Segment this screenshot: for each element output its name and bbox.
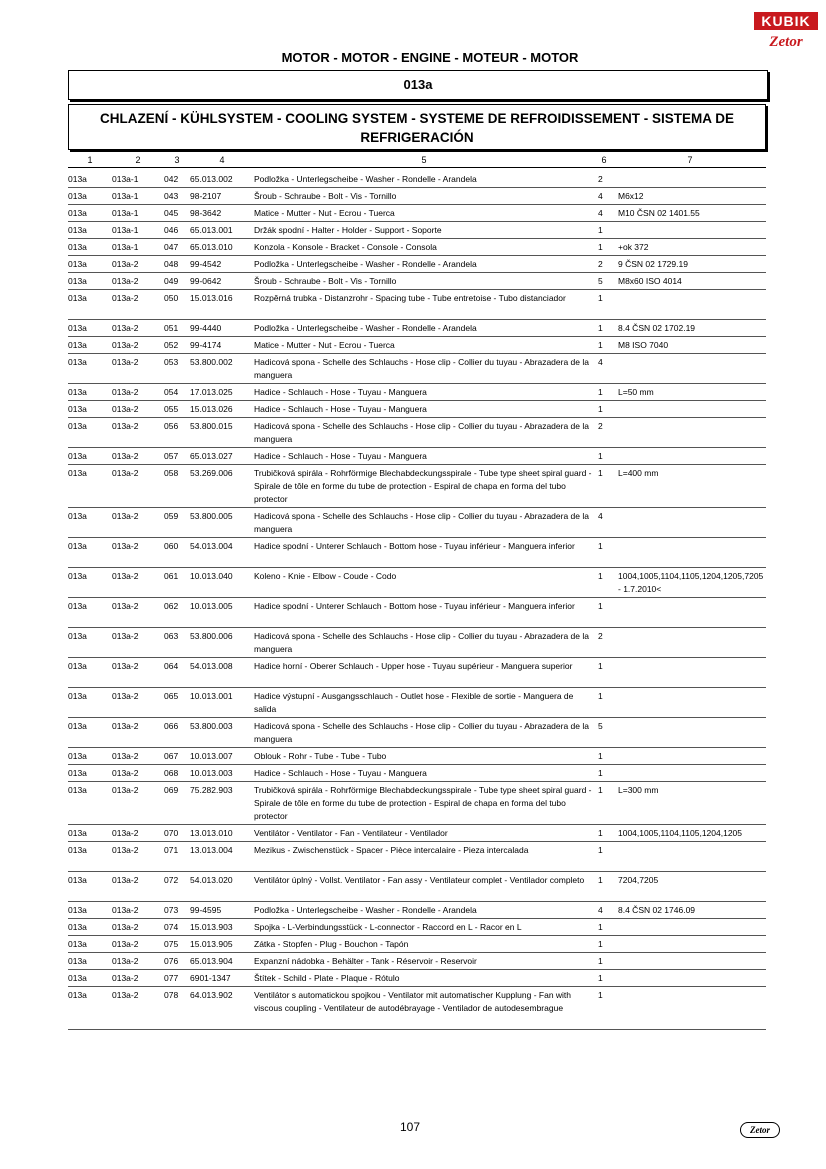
cell-c4: 6901-1347 xyxy=(190,973,231,983)
cell-c5: Hadicová spona - Schelle des Schlauchs - Hose clip - Collier du tuyau - Abrazadera de la manguera xyxy=(254,511,589,534)
cell-c3: 076 xyxy=(164,956,179,966)
cell-c4: 15.013.016 xyxy=(190,293,233,303)
cell-c6: 1 xyxy=(598,468,603,478)
cell-c7: +ok 372 xyxy=(618,242,649,252)
cell-c5: Podložka - Unterlegscheibe - Washer - Rondelle - Arandela xyxy=(254,259,477,269)
table-row xyxy=(68,272,766,290)
cell-c1: 013a xyxy=(68,956,87,966)
cell-c5: Podložka - Unterlegscheibe - Washer - Rondelle - Arandela xyxy=(254,174,477,184)
column-header-5: 5 xyxy=(421,155,427,165)
cell-c1: 013a xyxy=(68,191,87,201)
cell-c5: Hadicová spona - Schelle des Schlauchs - Hose clip - Collier du tuyau - Abrazadera de la manguera xyxy=(254,631,589,654)
cell-c5: Hadice - Schlauch - Hose - Tuyau - Manguera xyxy=(254,768,427,778)
cell-c4: 10.013.001 xyxy=(190,691,233,701)
cell-c4: 65.013.010 xyxy=(190,242,233,252)
cell-c1: 013a xyxy=(68,174,87,184)
group-code: 013a xyxy=(68,70,768,100)
cell-c4: 99-4174 xyxy=(190,340,222,350)
cell-c1: 013a xyxy=(68,691,87,701)
cell-c1: 013a xyxy=(68,259,87,269)
table-row xyxy=(68,824,766,842)
cell-c5: Hadice spodní - Unterer Schlauch - Bottom hose - Tuyau inférieur - Manguera inferior xyxy=(254,601,575,611)
cell-c7: 1004,1005,1104,1105,1204,1205 xyxy=(618,828,743,838)
cell-c2: 013a-2 xyxy=(112,571,139,581)
cell-c1: 013a xyxy=(68,990,87,1000)
cell-c6: 1 xyxy=(598,225,603,235)
table-row xyxy=(68,627,766,658)
column-header-row xyxy=(68,155,766,168)
cell-c3: 075 xyxy=(164,939,179,949)
cell-c3: 071 xyxy=(164,845,179,855)
table-row xyxy=(68,447,766,465)
cell-c3: 055 xyxy=(164,404,179,414)
cell-c2: 013a-2 xyxy=(112,875,139,885)
cell-c7: 7204,7205 xyxy=(618,875,659,885)
cell-c3: 066 xyxy=(164,721,179,731)
cell-c6: 1 xyxy=(598,956,603,966)
table-row xyxy=(68,238,766,256)
cell-c1: 013a xyxy=(68,387,87,397)
cell-c5: Rozpěrná trubka - Distanzrohr - Spacing tube - Tube entretoise - Tubo distanciador xyxy=(254,293,566,303)
cell-c4: 65.013.001 xyxy=(190,225,233,235)
cell-c3: 052 xyxy=(164,340,179,350)
cell-c6: 1 xyxy=(598,571,603,581)
cell-c5: Trubičková spirála - Rohrförmige Blechabdeckungsspirale - Tube type sheet spiral guard - Spirale de tôle en forme du tube de protection - Espiral de chapa en forma del tubo protector xyxy=(254,785,592,821)
cell-c3: 048 xyxy=(164,259,179,269)
table-row xyxy=(68,507,766,538)
kubik-wordmark: KUBIK xyxy=(754,12,818,30)
column-header-6: 6 xyxy=(601,155,607,165)
cell-c7: 8.4 ČSN 02 1746.09 xyxy=(618,905,696,915)
cell-c5: Hadice horní - Oberer Schlauch - Upper hose - Tuyau supérieur - Manguera superior xyxy=(254,661,573,671)
page-title: MOTOR - MOTOR - ENGINE - MOTEUR - MOTOR xyxy=(281,50,579,65)
cell-c6: 1 xyxy=(598,601,603,611)
cell-c2: 013a-2 xyxy=(112,293,139,303)
cell-c7: 9 ČSN 02 1729.19 xyxy=(618,259,688,269)
cell-c2: 013a-2 xyxy=(112,751,139,761)
cell-c7: 8.4 ČSN 02 1702.19 xyxy=(618,323,696,333)
cell-c4: 15.013.903 xyxy=(190,922,233,932)
cell-c4: 15.013.026 xyxy=(190,404,233,414)
column-header-3: 3 xyxy=(174,155,180,165)
cell-c6: 1 xyxy=(598,939,603,949)
cell-c4: 54.013.004 xyxy=(190,541,233,551)
table-row xyxy=(68,969,766,987)
cell-c5: Hadice - Schlauch - Hose - Tuyau - Manguera xyxy=(254,451,427,461)
cell-c4: 10.013.003 xyxy=(190,768,233,778)
cell-c3: 049 xyxy=(164,276,179,286)
zetor-footer-logo: Zetor xyxy=(740,1122,780,1138)
cell-c1: 013a xyxy=(68,421,87,431)
cell-c5: Spojka - L-Verbindungsstück - L-connector - Raccord en L - Racor en L xyxy=(254,922,522,932)
cell-c5: Hadice - Schlauch - Hose - Tuyau - Manguera xyxy=(254,404,427,414)
cell-c5: Šroub - Schraube - Bolt - Vis - Tornillo xyxy=(254,276,397,286)
cell-c5: Ventilátor úplný - Vollst. Ventilator - Fan assy - Ventilateur complet - Ventilador completo xyxy=(254,875,585,885)
cell-c6: 1 xyxy=(598,661,603,671)
cell-c4: 53.800.002 xyxy=(190,357,233,367)
cell-c3: 070 xyxy=(164,828,179,838)
cell-c5: Hadicová spona - Schelle des Schlauchs - Hose clip - Collier du tuyau - Abrazadera de la manguera xyxy=(254,421,589,444)
cell-c4: 10.013.040 xyxy=(190,571,233,581)
cell-c6: 4 xyxy=(598,208,603,218)
cell-c6: 1 xyxy=(598,875,603,885)
cell-c2: 013a-2 xyxy=(112,468,139,478)
cell-c3: 051 xyxy=(164,323,179,333)
cell-c5: Šroub - Schraube - Bolt - Vis - Tornillo xyxy=(254,191,397,201)
cell-c1: 013a xyxy=(68,242,87,252)
table-row xyxy=(68,319,766,337)
cell-c3: 062 xyxy=(164,601,179,611)
cell-c3: 054 xyxy=(164,387,179,397)
cell-c5: Podložka - Unterlegscheibe - Washer - Rondelle - Arandela xyxy=(254,323,477,333)
cell-c6: 1 xyxy=(598,973,603,983)
cell-c6: 1 xyxy=(598,404,603,414)
cell-c1: 013a xyxy=(68,357,87,367)
table-row xyxy=(68,255,766,273)
table-row xyxy=(68,187,766,205)
cell-c4: 54.013.020 xyxy=(190,875,233,885)
cell-c6: 1 xyxy=(598,340,603,350)
cell-c3: 078 xyxy=(164,990,179,1000)
table-row xyxy=(68,871,766,902)
cell-c2: 013a-2 xyxy=(112,421,139,431)
cell-c4: 53.800.003 xyxy=(190,721,233,731)
cell-c4: 99-4440 xyxy=(190,323,222,333)
cell-c4: 53.800.006 xyxy=(190,631,233,641)
cell-c2: 013a-2 xyxy=(112,845,139,855)
table-row xyxy=(68,464,766,508)
table-row xyxy=(68,289,766,320)
cell-c1: 013a xyxy=(68,768,87,778)
table-row xyxy=(68,383,766,401)
section-title: CHLAZENÍ - KÜHLSYSTEM - COOLING SYSTEM - SYSTEME DE REFROIDISSEMENT - SISTEMA DE REFRIGERACIÓN xyxy=(68,104,766,150)
cell-c4: 53.800.005 xyxy=(190,511,233,521)
cell-c6: 1 xyxy=(598,451,603,461)
cell-c3: 077 xyxy=(164,973,179,983)
table-row xyxy=(68,986,766,1030)
cell-c5: Oblouk - Rohr - Tube - Tube - Tubo xyxy=(254,751,387,761)
table-row xyxy=(68,747,766,765)
cell-c2: 013a-2 xyxy=(112,691,139,701)
cell-c4: 99-4542 xyxy=(190,259,222,269)
cell-c2: 013a-2 xyxy=(112,276,139,286)
cell-c2: 013a-1 xyxy=(112,174,139,184)
cell-c2: 013a-2 xyxy=(112,323,139,333)
cell-c1: 013a xyxy=(68,939,87,949)
cell-c1: 013a xyxy=(68,721,87,731)
cell-c2: 013a-2 xyxy=(112,973,139,983)
cell-c1: 013a xyxy=(68,468,87,478)
cell-c1: 013a xyxy=(68,541,87,551)
cell-c1: 013a xyxy=(68,601,87,611)
cell-c1: 013a xyxy=(68,973,87,983)
cell-c1: 013a xyxy=(68,661,87,671)
cell-c3: 073 xyxy=(164,905,179,915)
cell-c2: 013a-2 xyxy=(112,661,139,671)
cell-c1: 013a xyxy=(68,225,87,235)
cell-c4: 75.282.903 xyxy=(190,785,233,795)
cell-c4: 13.013.010 xyxy=(190,828,233,838)
table-row xyxy=(68,537,766,568)
table-row xyxy=(68,400,766,418)
cell-c2: 013a-2 xyxy=(112,828,139,838)
cell-c4: 65.013.904 xyxy=(190,956,233,966)
cell-c2: 013a-2 xyxy=(112,631,139,641)
table-row xyxy=(68,170,766,188)
cell-c1: 013a xyxy=(68,323,87,333)
cell-c4: 15.013.905 xyxy=(190,939,233,949)
cell-c7: M8 ISO 7040 xyxy=(618,340,669,350)
cell-c3: 060 xyxy=(164,541,179,551)
cell-c6: 1 xyxy=(598,323,603,333)
cell-c1: 013a xyxy=(68,451,87,461)
cell-c6: 2 xyxy=(598,421,603,431)
cell-c2: 013a-2 xyxy=(112,451,139,461)
cell-c5: Trubičková spirála - Rohrförmige Blechabdeckungsspirale - Tube type sheet spiral guard - Spirale de tôle en forme du tube de protection - Espiral de chapa en forma del tubo protector xyxy=(254,468,592,504)
cell-c2: 013a-1 xyxy=(112,191,139,201)
cell-c3: 065 xyxy=(164,691,179,701)
table-row xyxy=(68,841,766,872)
cell-c3: 050 xyxy=(164,293,179,303)
cell-c4: 65.013.027 xyxy=(190,451,233,461)
cell-c5: Hadicová spona - Schelle des Schlauchs - Hose clip - Collier du tuyau - Abrazadera de la manguera xyxy=(254,357,589,380)
cell-c6: 1 xyxy=(598,691,603,701)
cell-c5: Zátka - Stopfen - Plug - Bouchon - Tapón xyxy=(254,939,409,949)
cell-c1: 013a xyxy=(68,208,87,218)
cell-c5: Hadice - Schlauch - Hose - Tuyau - Manguera xyxy=(254,387,427,397)
cell-c4: 10.013.007 xyxy=(190,751,233,761)
column-header-7: 7 xyxy=(687,155,693,165)
cell-c2: 013a-2 xyxy=(112,340,139,350)
table-row xyxy=(68,657,766,688)
cell-c4: 53.269.006 xyxy=(190,468,233,478)
table-row xyxy=(68,935,766,953)
cell-c1: 013a xyxy=(68,922,87,932)
cell-c1: 013a xyxy=(68,845,87,855)
cell-c6: 4 xyxy=(598,191,603,201)
cell-c2: 013a-2 xyxy=(112,721,139,731)
cell-c6: 4 xyxy=(598,511,603,521)
table-row xyxy=(68,687,766,718)
cell-c5: Expanzní nádobka - Behälter - Tank - Réservoir - Reservoir xyxy=(254,956,477,966)
cell-c6: 1 xyxy=(598,990,603,1000)
cell-c6: 1 xyxy=(598,242,603,252)
cell-c4: 10.013.005 xyxy=(190,601,233,611)
table-row xyxy=(68,221,766,239)
cell-c5: Hadicová spona - Schelle des Schlauchs - Hose clip - Collier du tuyau - Abrazadera de la manguera xyxy=(254,721,589,744)
cell-c3: 053 xyxy=(164,357,179,367)
cell-c6: 1 xyxy=(598,845,603,855)
table-row xyxy=(68,336,766,354)
cell-c2: 013a-2 xyxy=(112,956,139,966)
table-row xyxy=(68,901,766,919)
cell-c3: 047 xyxy=(164,242,179,252)
cell-c6: 1 xyxy=(598,387,603,397)
kubik-zetor-logo xyxy=(754,12,818,56)
cell-c4: 53.800.015 xyxy=(190,421,233,431)
cell-c4: 98-3642 xyxy=(190,208,222,218)
cell-c3: 043 xyxy=(164,191,179,201)
cell-c2: 013a-2 xyxy=(112,259,139,269)
cell-c3: 046 xyxy=(164,225,179,235)
column-header-2: 2 xyxy=(135,155,141,165)
cell-c1: 013a xyxy=(68,293,87,303)
cell-c6: 5 xyxy=(598,721,603,731)
table-row xyxy=(68,567,766,598)
cell-c2: 013a-1 xyxy=(112,208,139,218)
cell-c7: M6x12 xyxy=(618,191,644,201)
cell-c3: 063 xyxy=(164,631,179,641)
table-row xyxy=(68,417,766,448)
cell-c6: 2 xyxy=(598,631,603,641)
table-row xyxy=(68,353,766,384)
cell-c7: 1004,1005,1104,1105,1204,1205,7205 - 1.7.2010< xyxy=(618,571,764,594)
cell-c4: 99-0642 xyxy=(190,276,222,286)
cell-c3: 061 xyxy=(164,571,179,581)
cell-c2: 013a-2 xyxy=(112,357,139,367)
cell-c7: L=400 mm xyxy=(618,468,659,478)
cell-c5: Matice - Mutter - Nut - Ecrou - Tuerca xyxy=(254,208,395,218)
cell-c5: Ventilátor s automatickou spojkou - Ventilator mit automatischer Kupplung - Fan with viscous coupling - Ventilateur de autodébrayage - Ventilador de autodesembrague xyxy=(254,990,572,1013)
cell-c1: 013a xyxy=(68,404,87,414)
cell-c5: Ventilátor - Ventilator - Fan - Ventilateur - Ventilador xyxy=(254,828,448,838)
cell-c1: 013a xyxy=(68,631,87,641)
cell-c3: 072 xyxy=(164,875,179,885)
cell-c3: 057 xyxy=(164,451,179,461)
table-row xyxy=(68,597,766,628)
cell-c7: L=300 mm xyxy=(618,785,659,795)
cell-c2: 013a-2 xyxy=(112,404,139,414)
cell-c2: 013a-2 xyxy=(112,768,139,778)
page-number: 107 xyxy=(399,1120,421,1134)
cell-c6: 1 xyxy=(598,785,603,795)
cell-c5: Hadice spodní - Unterer Schlauch - Bottom hose - Tuyau inférieur - Manguera inferior xyxy=(254,541,575,551)
cell-c2: 013a-2 xyxy=(112,601,139,611)
cell-c5: Podložka - Unterlegscheibe - Washer - Rondelle - Arandela xyxy=(254,905,477,915)
cell-c2: 013a-2 xyxy=(112,990,139,1000)
cell-c6: 1 xyxy=(598,541,603,551)
cell-c3: 067 xyxy=(164,751,179,761)
cell-c2: 013a-2 xyxy=(112,922,139,932)
cell-c1: 013a xyxy=(68,905,87,915)
cell-c2: 013a-2 xyxy=(112,905,139,915)
cell-c1: 013a xyxy=(68,571,87,581)
cell-c3: 056 xyxy=(164,421,179,431)
cell-c5: Štítek - Schild - Plate - Plaque - Rótulo xyxy=(254,973,400,983)
cell-c3: 045 xyxy=(164,208,179,218)
table-row xyxy=(68,918,766,936)
cell-c7: M10 ČSN 02 1401.55 xyxy=(618,208,700,218)
column-header-1: 1 xyxy=(87,155,93,165)
table-row xyxy=(68,204,766,222)
cell-c7: L=50 mm xyxy=(618,387,654,397)
zetor-wordmark: Zetor xyxy=(769,34,803,50)
cell-c3: 058 xyxy=(164,468,179,478)
cell-c6: 2 xyxy=(598,259,603,269)
cell-c1: 013a xyxy=(68,751,87,761)
cell-c4: 98-2107 xyxy=(190,191,222,201)
cell-c6: 1 xyxy=(598,828,603,838)
cell-c2: 013a-2 xyxy=(112,785,139,795)
cell-c5: Hadice výstupní - Ausgangsschlauch - Outlet hose - Flexible de sortie - Manguera de salida xyxy=(254,691,574,714)
cell-c5: Mezikus - Zwischenstück - Spacer - Pièce intercalaire - Pieza intercalada xyxy=(254,845,529,855)
cell-c2: 013a-1 xyxy=(112,225,139,235)
cell-c1: 013a xyxy=(68,276,87,286)
table-row xyxy=(68,781,766,825)
table-row xyxy=(68,717,766,748)
cell-c3: 068 xyxy=(164,768,179,778)
cell-c3: 069 xyxy=(164,785,179,795)
cell-c4: 65.013.002 xyxy=(190,174,233,184)
column-header-4: 4 xyxy=(219,155,225,165)
cell-c3: 059 xyxy=(164,511,179,521)
table-row xyxy=(68,952,766,970)
table-row xyxy=(68,764,766,782)
cell-c3: 074 xyxy=(164,922,179,932)
cell-c5: Matice - Mutter - Nut - Ecrou - Tuerca xyxy=(254,340,395,350)
cell-c6: 1 xyxy=(598,768,603,778)
cell-c6: 4 xyxy=(598,357,603,367)
cell-c3: 042 xyxy=(164,174,179,184)
cell-c5: Konzola - Konsole - Bracket - Console - Consola xyxy=(254,242,437,252)
cell-c5: Koleno - Knie - Elbow - Coude - Codo xyxy=(254,571,397,581)
cell-c4: 17.013.025 xyxy=(190,387,233,397)
cell-c4: 99-4595 xyxy=(190,905,222,915)
cell-c2: 013a-2 xyxy=(112,387,139,397)
cell-c1: 013a xyxy=(68,828,87,838)
cell-c3: 064 xyxy=(164,661,179,671)
cell-c1: 013a xyxy=(68,511,87,521)
cell-c6: 1 xyxy=(598,751,603,761)
cell-c4: 64.013.902 xyxy=(190,990,233,1000)
cell-c6: 2 xyxy=(598,174,603,184)
cell-c1: 013a xyxy=(68,340,87,350)
cell-c4: 54.013.008 xyxy=(190,661,233,671)
cell-c5: Držák spodní - Halter - Holder - Support - Soporte xyxy=(254,225,442,235)
cell-c7: M8x60 ISO 4014 xyxy=(618,276,682,286)
cell-c1: 013a xyxy=(68,875,87,885)
cell-c1: 013a xyxy=(68,785,87,795)
cell-c4: 13.013.004 xyxy=(190,845,233,855)
cell-c2: 013a-1 xyxy=(112,242,139,252)
cell-c6: 1 xyxy=(598,293,603,303)
cell-c2: 013a-2 xyxy=(112,511,139,521)
cell-c6: 5 xyxy=(598,276,603,286)
cell-c6: 1 xyxy=(598,922,603,932)
cell-c6: 4 xyxy=(598,905,603,915)
cell-c2: 013a-2 xyxy=(112,939,139,949)
cell-c2: 013a-2 xyxy=(112,541,139,551)
